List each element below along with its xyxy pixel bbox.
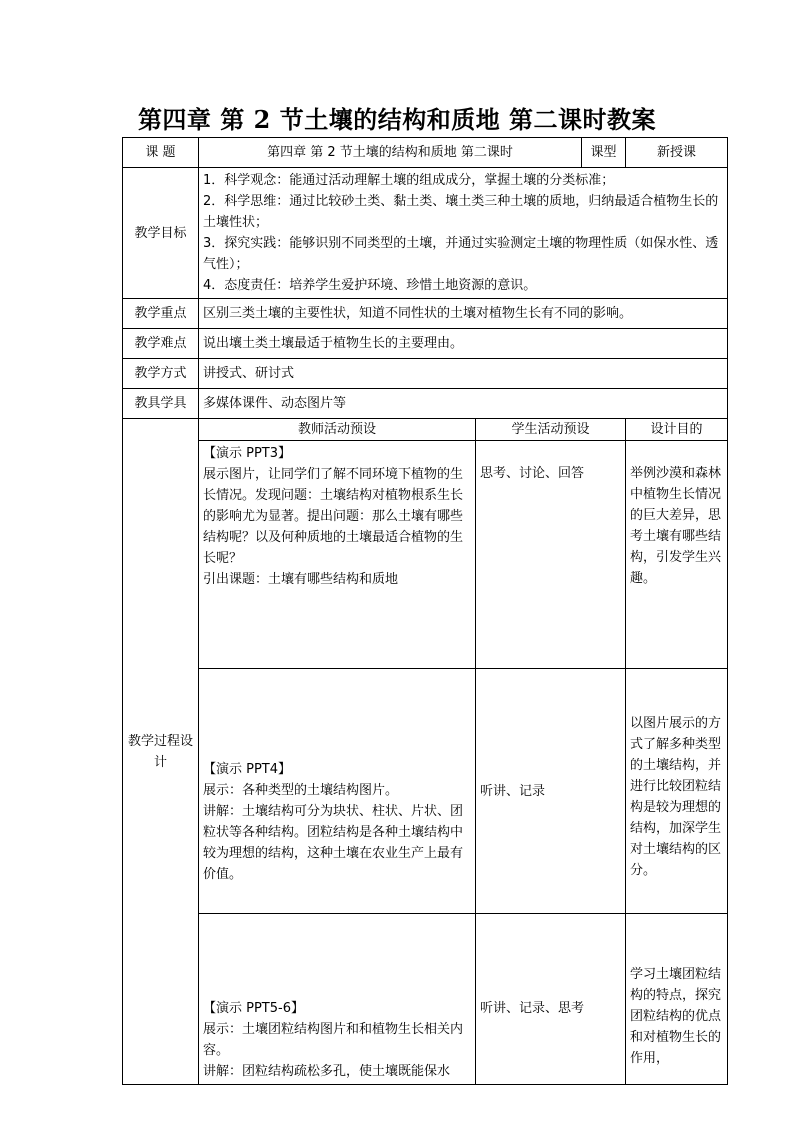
topic-label: 课 题	[123, 138, 199, 168]
goal-item: 3．探究实践：能够识别不同类型的土壤，并通过实验测定土壤的物理性质（如保水性、透气性）；	[203, 236, 719, 272]
key-value: 区别三类土壤的主要性状，知道不同性状的土壤对植物生长有不同的影响。	[199, 299, 728, 329]
goal-item: 4．态度责任：培养学生爱护环境、珍惜土地资源的意识。	[203, 278, 537, 293]
goals-row	[123, 168, 728, 299]
key-row	[123, 299, 728, 329]
key-label: 教学重点	[123, 299, 199, 329]
method-label: 教学方式	[123, 359, 199, 389]
step-row	[123, 441, 728, 669]
goal-item: 1．科学观念：能通过活动理解土壤的组成成分，掌握土壤的分类标准；	[203, 173, 615, 188]
type-value: 新授课	[626, 138, 728, 168]
col-purpose-header: 设计目的	[626, 419, 728, 441]
student-activity: 听讲、记录、思考	[476, 914, 626, 1085]
design-purpose: 学习土壤团粒结构的特点，探究团粒结构的优点和对植物生长的作用，	[626, 914, 728, 1085]
col-student-header: 学生活动预设	[476, 419, 626, 441]
step-row	[123, 914, 728, 1085]
difficulty-value: 说出壤土类土壤最适于植物生长的主要理由。	[199, 329, 728, 359]
tools-label: 教具学具	[123, 389, 199, 419]
design-purpose: 举例沙漠和森林中植物生长情况的巨大差异，思考土壤有哪些结构，引发学生兴趣。	[626, 441, 728, 669]
topic-row	[123, 138, 728, 168]
col-teacher-header: 教师活动预设	[199, 419, 476, 441]
goals-cell	[199, 168, 728, 299]
student-activity: 思考、讨论、回答	[476, 441, 626, 669]
lesson-plan-table	[122, 137, 728, 1085]
topic-value: 第四章 第 2 节土壤的结构和质地 第二课时	[199, 138, 582, 168]
goal-item: 2．科学思维：通过比较砂土类、黏土类、壤土类三种土壤的质地，归纳最适合植物生长的土壤性状；	[203, 194, 719, 230]
teacher-activity: 【演示 PPT5-6】 展示：土壤团粒结构图片和和植物生长相关内容。 讲解：团粒结构疏松多孔，使土壤既能保水	[199, 914, 476, 1085]
method-row	[123, 359, 728, 389]
goals-label: 教学目标	[123, 168, 199, 299]
method-value: 讲授式、研讨式	[199, 359, 728, 389]
design-purpose: 以图片展示的方式了解多种类型的土壤结构，并进行比较团粒结构是较为理想的结构，加深学生对土壤结构的区分。	[626, 669, 728, 914]
teacher-activity: 【演示 PPT4】 展示：各种类型的土壤结构图片。 讲解：土壤结构可分为块状、柱状、片状、团粒状等各种结构。团粒结构是各种土壤结构中较为理想的结构，这种土壤在农业生产上最有价值。	[199, 669, 476, 914]
type-label: 课型	[582, 138, 626, 168]
difficulty-label: 教学难点	[123, 329, 199, 359]
difficulty-row	[123, 329, 728, 359]
page-title: 第四章 第 2 节土壤的结构和质地 第二课时教案	[137, 105, 657, 134]
tools-value: 多媒体课件、动态图片等	[199, 389, 728, 419]
student-activity: 听讲、记录	[476, 669, 626, 914]
step-row	[123, 669, 728, 914]
tools-row	[123, 389, 728, 419]
teacher-activity: 【演示 PPT3】 展示图片，让同学们了解不同环境下植物的生长情况。发现问题：土壤结构对植物根系生长的影响尤为显著。提出问题：那么土壤有哪些结构呢？以及何种质地的土壤最适合植物的生长呢？ 引出课题：土壤有哪些结构和质地	[199, 441, 476, 669]
process-header-row	[123, 419, 728, 441]
process-label: 教学过程设计	[123, 419, 199, 1085]
